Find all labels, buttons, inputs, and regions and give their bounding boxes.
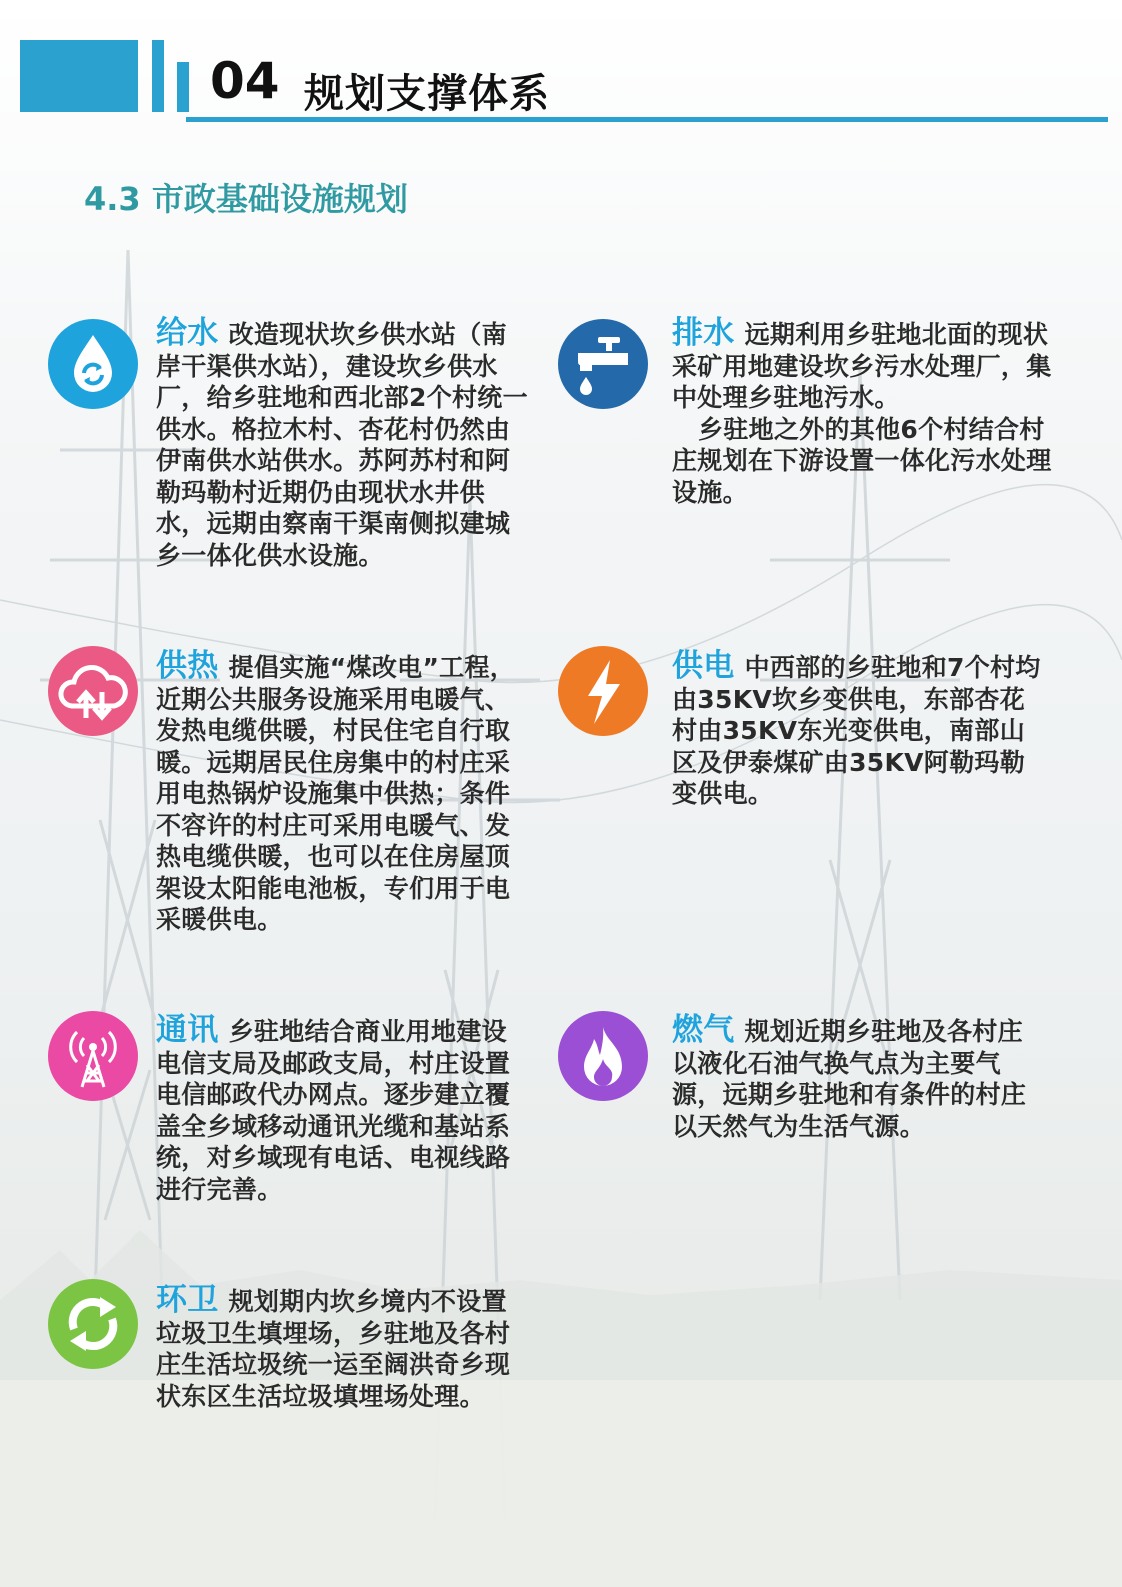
item-heating-paragraph <box>156 648 528 936</box>
chapter-title: 规划支撑体系 <box>304 71 550 117</box>
item-power-paragraph <box>672 648 1044 810</box>
header-accent-bar-small <box>177 62 189 112</box>
item-sanitation-text: 规划期内坎乡境内不设置垃圾卫生填埋场，乡驻地及各村庄生活垃圾统一运至阔洪奇乡现状东区生活垃圾填埋场处理。 <box>156 1287 511 1411</box>
header-accent-bar <box>152 40 164 112</box>
item-drainage-keyword: 排水 <box>672 315 735 351</box>
item-telecom-text: 乡驻地结合商业用地建设电信支局及邮政支局，村庄设置电信邮政代办网点。逐步建立覆盖全乡域移动通讯光缆和基站系统，对乡域现有电话、电视线路进行完善。 <box>156 1017 511 1204</box>
item-power <box>672 648 1044 810</box>
item-drainage-text-2: 乡驻地之外的其他6个村结合村庄规划在下游设置一体化污水处理设施。 <box>672 414 1052 507</box>
item-power-text: 中西部的乡驻地和7个村均由35KV坎乡变供电，东部杏花村由35KV东光变供电，南部山区及伊泰煤矿由35KV阿勒玛勒变供电。 <box>672 653 1041 808</box>
water-drop-refresh-icon <box>48 319 138 409</box>
item-telecom-paragraph <box>156 1012 528 1205</box>
item-gas-text: 规划近期乡驻地及各村庄以液化石油气换气点为主要气源，远期乡驻地和有条件的村庄以天然气为生活气源。 <box>672 1017 1027 1141</box>
item-sanitation-keyword: 环卫 <box>156 1282 219 1318</box>
item-sanitation <box>156 1282 528 1412</box>
item-power-keyword: 供电 <box>672 648 735 684</box>
item-drainage <box>672 315 1052 508</box>
header-accent-block <box>20 40 138 112</box>
item-heating-keyword: 供热 <box>156 648 219 684</box>
item-gas-paragraph <box>672 1012 1044 1142</box>
flame-icon <box>558 1011 648 1101</box>
section-title: 4.3 市政基础设施规划 <box>84 180 408 218</box>
item-telecom <box>156 1012 528 1205</box>
item-sanitation-paragraph <box>156 1282 528 1412</box>
lightning-icon <box>558 646 648 736</box>
item-water-supply <box>156 315 528 571</box>
item-drainage-paragraph <box>672 315 1052 414</box>
item-gas-keyword: 燃气 <box>672 1012 735 1048</box>
item-drainage-paragraph-2 <box>672 414 1052 509</box>
signal-tower-icon <box>48 1011 138 1101</box>
chapter-number: 04 <box>210 52 280 110</box>
item-heating <box>156 648 528 936</box>
item-water-supply-keyword: 给水 <box>156 315 219 351</box>
item-heating-text: 提倡实施“煤改电”工程，近期公共服务设施采用电暖气、发热电缆供暖，村民住宅自行取暖。远期居民住房集中的村庄采用电热锅炉设施集中供热；条件不容许的村庄可采用电暖气、发热电缆供暖，也可以在住房屋顶架设太阳能电池板，专们用于电采暖供电。 <box>156 653 516 934</box>
item-telecom-keyword: 通讯 <box>156 1012 219 1048</box>
item-water-supply-paragraph <box>156 315 528 571</box>
faucet-icon <box>558 319 648 409</box>
recycle-arrows-icon <box>48 1279 138 1369</box>
item-water-supply-text: 改造现状坎乡供水站（南岸干渠供水站），建设坎乡供水厂，给乡驻地和西北部2个村统一供水。格拉木村、杏花村仍然由伊南供水站供水。苏阿苏村和阿勒玛勒村近期仍由现状水井供水，远期由察南干渠南侧拟建城乡一体化供水设施。 <box>156 320 528 570</box>
item-gas <box>672 1012 1044 1142</box>
cloud-arrows-icon <box>48 646 138 736</box>
item-drainage-text: 远期利用乡驻地北面的现状采矿用地建设坎乡污水处理厂，集中处理乡驻地污水。 <box>672 320 1052 412</box>
